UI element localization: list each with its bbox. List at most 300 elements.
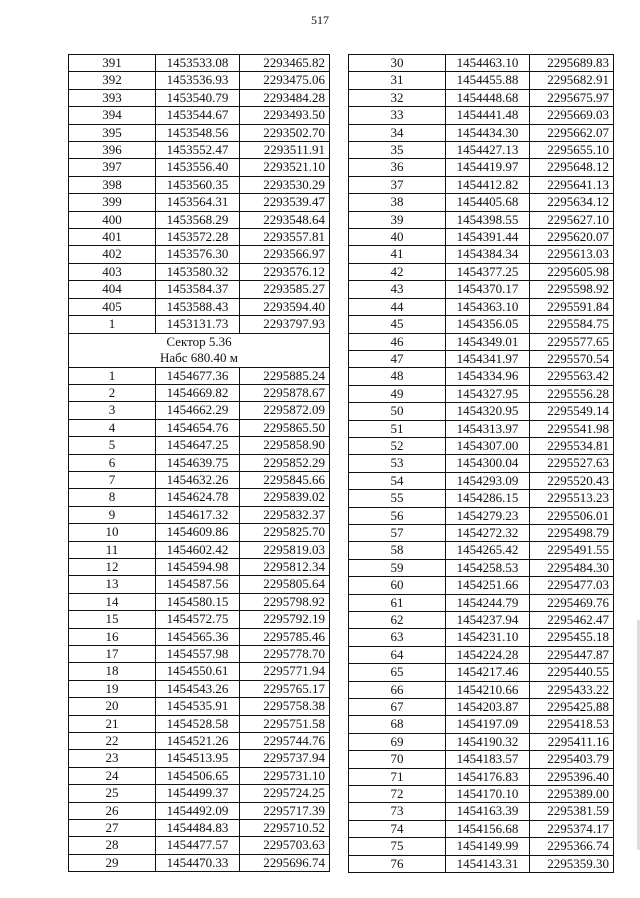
y-coordinate-cell: 2295771.94 xyxy=(240,663,330,680)
point-number-cell: 30 xyxy=(349,55,446,72)
x-coordinate-cell: 1454176.83 xyxy=(446,768,530,785)
point-number-cell: 62 xyxy=(349,612,446,629)
table-row xyxy=(349,542,614,559)
x-coordinate-cell: 1454391.44 xyxy=(446,229,530,246)
table-row xyxy=(349,281,614,298)
table-row xyxy=(349,89,614,106)
table-row xyxy=(69,611,330,628)
x-coordinate-cell: 1454334.96 xyxy=(446,368,530,385)
point-number-cell: 396 xyxy=(69,142,156,159)
y-coordinate-cell: 2295832.37 xyxy=(240,506,330,523)
table-row xyxy=(69,506,330,523)
point-number-cell: 403 xyxy=(69,263,156,280)
point-number-cell: 27 xyxy=(69,820,156,837)
y-coordinate-cell: 2295541.98 xyxy=(530,420,614,437)
x-coordinate-cell: 1454639.75 xyxy=(156,454,240,471)
x-coordinate-cell: 1453536.93 xyxy=(156,72,240,89)
y-coordinate-cell: 2295440.55 xyxy=(530,664,614,681)
point-number-cell: 65 xyxy=(349,664,446,681)
y-coordinate-cell: 2295765.17 xyxy=(240,680,330,697)
table-row xyxy=(349,298,614,315)
y-coordinate-cell: 2295885.24 xyxy=(240,367,330,384)
x-coordinate-cell: 1453564.31 xyxy=(156,194,240,211)
x-coordinate-cell: 1454370.17 xyxy=(446,281,530,298)
y-coordinate-cell: 2295731.10 xyxy=(240,767,330,784)
y-coordinate-cell: 2295805.64 xyxy=(240,576,330,593)
y-coordinate-cell: 2295447.87 xyxy=(530,646,614,663)
y-coordinate-cell: 2295696.74 xyxy=(240,854,330,871)
x-coordinate-cell: 1454398.55 xyxy=(446,211,530,228)
y-coordinate-cell: 2295839.02 xyxy=(240,489,330,506)
x-coordinate-cell: 1454441.48 xyxy=(446,107,530,124)
x-coordinate-cell: 1454521.26 xyxy=(156,733,240,750)
y-coordinate-cell: 2295641.13 xyxy=(530,176,614,193)
x-coordinate-cell: 1454455.88 xyxy=(446,72,530,89)
x-coordinate-cell: 1454580.15 xyxy=(156,593,240,610)
y-coordinate-cell: 2295758.38 xyxy=(240,698,330,715)
point-number-cell: 4 xyxy=(69,419,156,436)
x-coordinate-cell: 1454272.32 xyxy=(446,524,530,541)
point-number-cell: 26 xyxy=(69,802,156,819)
y-coordinate-cell: 2295845.66 xyxy=(240,471,330,488)
x-coordinate-cell: 1454669.82 xyxy=(156,384,240,401)
table-row xyxy=(349,803,614,820)
point-number-cell: 71 xyxy=(349,768,446,785)
table-row xyxy=(69,159,330,176)
point-number-cell: 35 xyxy=(349,142,446,159)
point-number-cell: 10 xyxy=(69,524,156,541)
table-row xyxy=(349,403,614,420)
y-coordinate-cell: 2293576.12 xyxy=(240,263,330,280)
point-number-cell: 63 xyxy=(349,629,446,646)
point-number-cell: 74 xyxy=(349,820,446,837)
y-coordinate-cell: 2293557.81 xyxy=(240,229,330,246)
table-row xyxy=(349,437,614,454)
point-number-cell: 20 xyxy=(69,698,156,715)
y-coordinate-cell: 2293521.10 xyxy=(240,159,330,176)
point-number-cell: 3 xyxy=(69,402,156,419)
left-table-top-rows xyxy=(69,55,330,334)
x-coordinate-cell: 1454143.31 xyxy=(446,855,530,872)
table-row xyxy=(69,72,330,89)
y-coordinate-cell: 2295534.81 xyxy=(530,437,614,454)
point-number-cell: 55 xyxy=(349,490,446,507)
table-row xyxy=(349,350,614,367)
x-coordinate-cell: 1454434.30 xyxy=(446,124,530,141)
point-number-cell: 400 xyxy=(69,211,156,228)
y-coordinate-cell: 2295556.28 xyxy=(530,385,614,402)
y-coordinate-cell: 2295778.70 xyxy=(240,646,330,663)
x-coordinate-cell: 1454565.36 xyxy=(156,628,240,645)
table-row xyxy=(69,454,330,471)
x-coordinate-cell: 1454156.68 xyxy=(446,820,530,837)
point-number-cell: 2 xyxy=(69,384,156,401)
x-coordinate-cell: 1454609.86 xyxy=(156,524,240,541)
point-number-cell: 69 xyxy=(349,733,446,750)
x-coordinate-cell: 1453131.73 xyxy=(156,316,240,333)
x-coordinate-cell: 1454662.29 xyxy=(156,402,240,419)
table-row xyxy=(349,246,614,263)
y-coordinate-cell: 2295584.75 xyxy=(530,316,614,333)
y-coordinate-cell: 2295527.63 xyxy=(530,455,614,472)
x-coordinate-cell: 1454647.25 xyxy=(156,437,240,454)
x-coordinate-cell: 1453584.37 xyxy=(156,281,240,298)
point-number-cell: 49 xyxy=(349,385,446,402)
table-row xyxy=(69,437,330,454)
x-coordinate-cell: 1454258.53 xyxy=(446,559,530,576)
point-number-cell: 402 xyxy=(69,246,156,263)
point-number-cell: 39 xyxy=(349,211,446,228)
point-number-cell: 72 xyxy=(349,786,446,803)
point-number-cell: 64 xyxy=(349,646,446,663)
y-coordinate-cell: 2295689.83 xyxy=(530,55,614,72)
point-number-cell: 11 xyxy=(69,541,156,558)
x-coordinate-cell: 1454149.99 xyxy=(446,838,530,855)
y-coordinate-cell: 2295744.76 xyxy=(240,733,330,750)
y-coordinate-cell: 2295418.53 xyxy=(530,716,614,733)
point-number-cell: 43 xyxy=(349,281,446,298)
x-coordinate-cell: 1454550.61 xyxy=(156,663,240,680)
y-coordinate-cell: 2293475.06 xyxy=(240,72,330,89)
x-coordinate-cell: 1454477.57 xyxy=(156,837,240,854)
point-number-cell: 391 xyxy=(69,55,156,72)
x-coordinate-cell: 1454677.36 xyxy=(156,367,240,384)
x-coordinate-cell: 1454210.66 xyxy=(446,681,530,698)
y-coordinate-cell: 2295648.12 xyxy=(530,159,614,176)
x-coordinate-cell: 1454602.42 xyxy=(156,541,240,558)
table-row xyxy=(349,716,614,733)
table-row xyxy=(349,55,614,72)
coordinates-table-left xyxy=(68,54,330,872)
x-coordinate-cell: 1453568.29 xyxy=(156,211,240,228)
table-row xyxy=(69,107,330,124)
table-row xyxy=(349,838,614,855)
table-row xyxy=(349,385,614,402)
x-coordinate-cell: 1454356.05 xyxy=(446,316,530,333)
y-coordinate-cell: 2295878.67 xyxy=(240,384,330,401)
table-row xyxy=(349,855,614,872)
x-coordinate-cell: 1454484.83 xyxy=(156,820,240,837)
table-row xyxy=(349,646,614,663)
point-number-cell: 23 xyxy=(69,750,156,767)
y-coordinate-cell: 2295366.74 xyxy=(530,838,614,855)
point-number-cell: 51 xyxy=(349,420,446,437)
x-coordinate-cell: 1453533.08 xyxy=(156,55,240,72)
table-row xyxy=(349,368,614,385)
table-row xyxy=(69,471,330,488)
y-coordinate-cell: 2295570.54 xyxy=(530,350,614,367)
table-row xyxy=(69,419,330,436)
point-number-cell: 68 xyxy=(349,716,446,733)
point-number-cell: 37 xyxy=(349,176,446,193)
point-number-cell: 29 xyxy=(69,854,156,871)
point-number-cell: 58 xyxy=(349,542,446,559)
y-coordinate-cell: 2295425.88 xyxy=(530,699,614,716)
x-coordinate-cell: 1454341.97 xyxy=(446,350,530,367)
point-number-cell: 57 xyxy=(349,524,446,541)
x-coordinate-cell: 1454528.58 xyxy=(156,715,240,732)
y-coordinate-cell: 2295751.58 xyxy=(240,715,330,732)
y-coordinate-cell: 2295469.76 xyxy=(530,594,614,611)
x-coordinate-cell: 1454624.78 xyxy=(156,489,240,506)
table-row xyxy=(69,316,330,333)
y-coordinate-cell: 2295872.09 xyxy=(240,402,330,419)
table-row xyxy=(69,837,330,854)
table-row xyxy=(349,455,614,472)
table-row xyxy=(69,211,330,228)
y-coordinate-cell: 2295737.94 xyxy=(240,750,330,767)
table-row xyxy=(349,612,614,629)
y-coordinate-cell: 2295675.97 xyxy=(530,89,614,106)
x-coordinate-cell: 1454412.82 xyxy=(446,176,530,193)
table-row xyxy=(69,402,330,419)
point-number-cell: 25 xyxy=(69,785,156,802)
y-coordinate-cell: 2295598.92 xyxy=(530,281,614,298)
x-coordinate-cell: 1454419.97 xyxy=(446,159,530,176)
x-coordinate-cell: 1454427.13 xyxy=(446,142,530,159)
y-coordinate-cell: 2293502.70 xyxy=(240,124,330,141)
table-row xyxy=(349,594,614,611)
point-number-cell: 41 xyxy=(349,246,446,263)
point-number-cell: 6 xyxy=(69,454,156,471)
point-number-cell: 19 xyxy=(69,680,156,697)
table-row xyxy=(69,576,330,593)
point-number-cell: 392 xyxy=(69,72,156,89)
y-coordinate-cell: 2295577.65 xyxy=(530,333,614,350)
y-coordinate-cell: 2293511.91 xyxy=(240,142,330,159)
table-row xyxy=(69,750,330,767)
table-row xyxy=(69,733,330,750)
right-table-rows xyxy=(349,55,614,873)
x-coordinate-cell: 1454190.32 xyxy=(446,733,530,750)
x-coordinate-cell: 1454632.26 xyxy=(156,471,240,488)
table-row xyxy=(349,333,614,350)
table-row xyxy=(349,507,614,524)
y-coordinate-cell: 2295462.47 xyxy=(530,612,614,629)
coordinates-table-right xyxy=(348,54,614,873)
sector-header xyxy=(69,333,330,367)
point-number-cell: 7 xyxy=(69,471,156,488)
point-number-cell: 38 xyxy=(349,194,446,211)
point-number-cell: 52 xyxy=(349,437,446,454)
y-coordinate-cell: 2295613.03 xyxy=(530,246,614,263)
table-row xyxy=(349,176,614,193)
x-coordinate-cell: 1454363.10 xyxy=(446,298,530,315)
table-row xyxy=(69,89,330,106)
point-number-cell: 17 xyxy=(69,646,156,663)
table-row xyxy=(69,263,330,280)
point-number-cell: 394 xyxy=(69,107,156,124)
y-coordinate-cell: 2295498.79 xyxy=(530,524,614,541)
point-number-cell: 14 xyxy=(69,593,156,610)
y-coordinate-cell: 2295477.03 xyxy=(530,577,614,594)
y-coordinate-cell: 2295710.52 xyxy=(240,820,330,837)
y-coordinate-cell: 2295852.29 xyxy=(240,454,330,471)
y-coordinate-cell: 2295825.70 xyxy=(240,524,330,541)
x-coordinate-cell: 1454377.25 xyxy=(446,263,530,280)
table-row xyxy=(349,577,614,594)
x-coordinate-cell: 1454463.10 xyxy=(446,55,530,72)
table-row xyxy=(349,681,614,698)
point-number-cell: 66 xyxy=(349,681,446,698)
point-number-cell: 1 xyxy=(69,367,156,384)
table-row xyxy=(69,628,330,645)
x-coordinate-cell: 1454617.32 xyxy=(156,506,240,523)
table-row xyxy=(69,680,330,697)
x-coordinate-cell: 1454320.95 xyxy=(446,403,530,420)
table-row xyxy=(349,159,614,176)
table-row xyxy=(349,472,614,489)
y-coordinate-cell: 2293493.50 xyxy=(240,107,330,124)
point-number-cell: 76 xyxy=(349,855,446,872)
point-number-cell: 12 xyxy=(69,558,156,575)
point-number-cell: 9 xyxy=(69,506,156,523)
table-row xyxy=(69,142,330,159)
table-row xyxy=(349,229,614,246)
point-number-cell: 60 xyxy=(349,577,446,594)
x-coordinate-cell: 1453556.40 xyxy=(156,159,240,176)
x-coordinate-cell: 1454217.46 xyxy=(446,664,530,681)
x-coordinate-cell: 1454224.28 xyxy=(446,646,530,663)
point-number-cell: 75 xyxy=(349,838,446,855)
table-row xyxy=(69,524,330,541)
point-number-cell: 401 xyxy=(69,229,156,246)
table-row xyxy=(349,559,614,576)
point-number-cell: 21 xyxy=(69,715,156,732)
y-coordinate-cell: 2295506.01 xyxy=(530,507,614,524)
y-coordinate-cell: 2293539.47 xyxy=(240,194,330,211)
y-coordinate-cell: 2293548.64 xyxy=(240,211,330,228)
point-number-cell: 36 xyxy=(349,159,446,176)
point-number-cell: 398 xyxy=(69,176,156,193)
y-coordinate-cell: 2293594.40 xyxy=(240,298,330,315)
x-coordinate-cell: 1454506.65 xyxy=(156,767,240,784)
x-coordinate-cell: 1453540.79 xyxy=(156,89,240,106)
point-number-cell: 46 xyxy=(349,333,446,350)
table-row xyxy=(349,751,614,768)
table-row xyxy=(349,124,614,141)
point-number-cell: 1 xyxy=(69,316,156,333)
x-coordinate-cell: 1453560.35 xyxy=(156,176,240,193)
x-coordinate-cell: 1454349.01 xyxy=(446,333,530,350)
x-coordinate-cell: 1454499.37 xyxy=(156,785,240,802)
point-number-cell: 54 xyxy=(349,472,446,489)
table-row xyxy=(349,820,614,837)
table-row xyxy=(349,629,614,646)
x-coordinate-cell: 1454307.00 xyxy=(446,437,530,454)
sector-height: Набс 680.40 м xyxy=(159,350,239,365)
point-number-cell: 24 xyxy=(69,767,156,784)
point-number-cell: 73 xyxy=(349,803,446,820)
y-coordinate-cell: 2295389.00 xyxy=(530,786,614,803)
y-coordinate-cell: 2295411.16 xyxy=(530,733,614,750)
y-coordinate-cell: 2295455.18 xyxy=(530,629,614,646)
y-coordinate-cell: 2295682.91 xyxy=(530,72,614,89)
y-coordinate-cell: 2293566.97 xyxy=(240,246,330,263)
point-number-cell: 393 xyxy=(69,89,156,106)
x-coordinate-cell: 1454594.98 xyxy=(156,558,240,575)
y-coordinate-cell: 2295858.90 xyxy=(240,437,330,454)
point-number-cell: 48 xyxy=(349,368,446,385)
point-number-cell: 405 xyxy=(69,298,156,315)
y-coordinate-cell: 2295662.07 xyxy=(530,124,614,141)
table-row xyxy=(69,593,330,610)
point-number-cell: 42 xyxy=(349,263,446,280)
point-number-cell: 32 xyxy=(349,89,446,106)
x-coordinate-cell: 1454265.42 xyxy=(446,542,530,559)
y-coordinate-cell: 2293585.27 xyxy=(240,281,330,298)
table-row xyxy=(349,263,614,280)
point-number-cell: 31 xyxy=(349,72,446,89)
left-table-bottom-rows xyxy=(69,367,330,872)
table-row xyxy=(349,211,614,228)
y-coordinate-cell: 2295520.43 xyxy=(530,472,614,489)
x-coordinate-cell: 1454513.95 xyxy=(156,750,240,767)
x-coordinate-cell: 1453588.43 xyxy=(156,298,240,315)
x-coordinate-cell: 1453572.28 xyxy=(156,229,240,246)
y-coordinate-cell: 2295620.07 xyxy=(530,229,614,246)
y-coordinate-cell: 2295491.55 xyxy=(530,542,614,559)
y-coordinate-cell: 2293484.28 xyxy=(240,89,330,106)
y-coordinate-cell: 2295433.22 xyxy=(530,681,614,698)
x-coordinate-cell: 1454300.04 xyxy=(446,455,530,472)
y-coordinate-cell: 2295381.59 xyxy=(530,803,614,820)
table-row xyxy=(349,490,614,507)
point-number-cell: 16 xyxy=(69,628,156,645)
x-coordinate-cell: 1454313.97 xyxy=(446,420,530,437)
table-row xyxy=(69,698,330,715)
point-number-cell: 40 xyxy=(349,229,446,246)
x-coordinate-cell: 1454384.34 xyxy=(446,246,530,263)
y-coordinate-cell: 2295717.39 xyxy=(240,802,330,819)
x-coordinate-cell: 1453552.47 xyxy=(156,142,240,159)
y-coordinate-cell: 2295792.19 xyxy=(240,611,330,628)
x-coordinate-cell: 1453544.67 xyxy=(156,107,240,124)
y-coordinate-cell: 2295549.14 xyxy=(530,403,614,420)
table-row xyxy=(69,246,330,263)
x-coordinate-cell: 1454170.10 xyxy=(446,786,530,803)
y-coordinate-cell: 2295484.30 xyxy=(530,559,614,576)
table-row xyxy=(69,55,330,72)
y-coordinate-cell: 2293797.93 xyxy=(240,316,330,333)
x-coordinate-cell: 1454492.09 xyxy=(156,802,240,819)
y-coordinate-cell: 2295669.03 xyxy=(530,107,614,124)
y-coordinate-cell: 2295605.98 xyxy=(530,263,614,280)
x-coordinate-cell: 1454197.09 xyxy=(446,716,530,733)
y-coordinate-cell: 2295513.23 xyxy=(530,490,614,507)
x-coordinate-cell: 1454286.15 xyxy=(446,490,530,507)
table-row xyxy=(69,384,330,401)
table-row xyxy=(349,664,614,681)
x-coordinate-cell: 1454237.94 xyxy=(446,612,530,629)
table-row xyxy=(349,107,614,124)
table-row xyxy=(69,298,330,315)
point-number-cell: 53 xyxy=(349,455,446,472)
point-number-cell: 395 xyxy=(69,124,156,141)
table-row xyxy=(69,820,330,837)
y-coordinate-cell: 2295785.46 xyxy=(240,628,330,645)
point-number-cell: 56 xyxy=(349,507,446,524)
x-coordinate-cell: 1454535.91 xyxy=(156,698,240,715)
x-coordinate-cell: 1454557.98 xyxy=(156,646,240,663)
point-number-cell: 70 xyxy=(349,751,446,768)
table-row xyxy=(349,786,614,803)
table-row xyxy=(69,489,330,506)
point-number-cell: 44 xyxy=(349,298,446,315)
point-number-cell: 404 xyxy=(69,281,156,298)
y-coordinate-cell: 2295655.10 xyxy=(530,142,614,159)
point-number-cell: 397 xyxy=(69,159,156,176)
